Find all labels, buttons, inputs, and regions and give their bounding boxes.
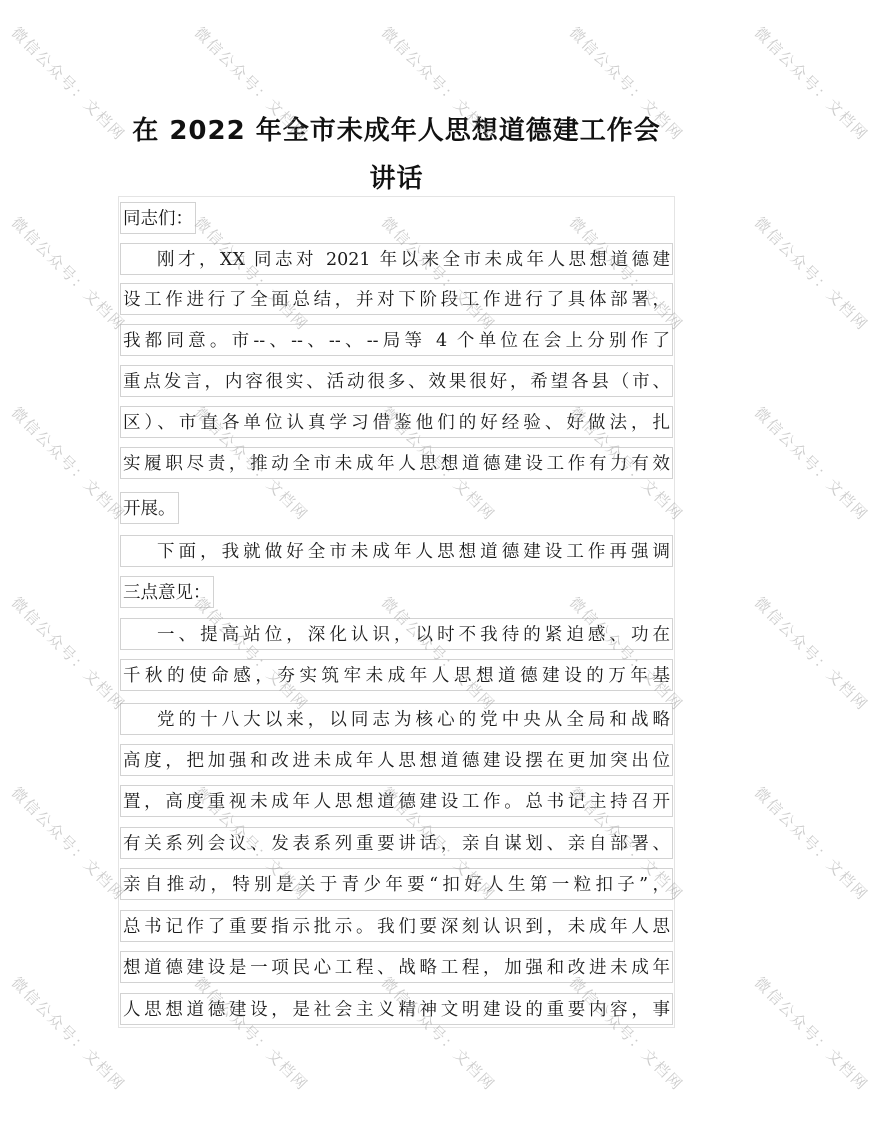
watermark: 微信公众号：文档网 xyxy=(565,213,687,335)
section-heading-line: 一、提高站位，深化认识，以时不我待的紧迫感、功在 xyxy=(120,618,673,650)
text-line: 区）、市直各单位认真学习借鉴他们的好经验、好做法，扎 xyxy=(120,406,673,438)
text-line: 下面，我就做好全市未成年人思想道德建设工作再强调 xyxy=(120,535,673,567)
watermark: 微信公众号：文档网 xyxy=(750,213,872,335)
watermark: 微信公众号：文档网 xyxy=(750,783,872,905)
watermark: 微信公众号：文档网 xyxy=(750,403,872,525)
text-line: 开展。 xyxy=(120,492,179,524)
watermark: 微信公众号：文档网 xyxy=(377,973,499,1095)
text-line: 三点意见： xyxy=(120,576,214,608)
watermark: 微信公众号：文档网 xyxy=(750,973,872,1095)
document-title: 在 2022 年全市未成年人思想道德建工作会 xyxy=(132,116,661,146)
text-line: 党的十八大以来，以同志为核心的党中央从全局和战略 xyxy=(120,703,673,735)
watermark: 微信公众号：文档网 xyxy=(377,213,499,335)
salutation-line: 同志们： xyxy=(120,202,196,234)
text-line: 我都同意。市--、--、--、--局等 4 个单位在会上分别作了 xyxy=(120,324,673,356)
watermark: 微信公众号：文档网 xyxy=(565,403,687,525)
watermark: 微信公众号：文档网 xyxy=(7,23,129,145)
text-line: 设工作进行了全面总结，并对下阶段工作进行了具体部署， xyxy=(120,283,673,315)
text-frame xyxy=(118,196,675,1028)
watermark: 微信公众号：文档网 xyxy=(7,213,129,335)
text-line: 刚才，XX 同志对 2021 年以来全市未成年人思想道德建 xyxy=(120,243,673,275)
section-heading-line: 千秋的使命感，夯实筑牢未成年人思想道德建设的万年基 xyxy=(120,659,673,691)
watermark: 微信公众号：文档网 xyxy=(565,23,687,145)
text-line: 人思想道德建设，是社会主义精神文明建设的重要内容，事 xyxy=(120,993,673,1025)
watermark: 微信公众号：文档网 xyxy=(190,213,312,335)
watermark: 微信公众号：文档网 xyxy=(7,593,129,715)
text-line: 实履职尽责，推动全市未成年人思想道德建设工作有力有效 xyxy=(120,447,673,479)
watermark: 微信公众号：文档网 xyxy=(377,23,499,145)
watermark: 微信公众号：文档网 xyxy=(190,23,312,145)
text-line: 亲自推动，特别是关于青少年要“扣好人生第一粒扣子”， xyxy=(120,868,673,900)
watermark: 微信公众号：文档网 xyxy=(750,23,872,145)
watermark: 微信公众号：文档网 xyxy=(190,973,312,1095)
watermark: 微信公众号：文档网 xyxy=(190,593,312,715)
watermark: 微信公众号：文档网 xyxy=(377,783,499,905)
watermark: 微信公众号：文档网 xyxy=(190,403,312,525)
text-line: 总书记作了重要指示批示。我们要深刻认识到，未成年人思 xyxy=(120,910,673,942)
watermark: 微信公众号：文档网 xyxy=(565,973,687,1095)
watermark: 微信公众号：文档网 xyxy=(377,593,499,715)
watermark: 微信公众号：文档网 xyxy=(377,403,499,525)
watermark: 微信公众号：文档网 xyxy=(750,593,872,715)
document-title-continued: 讲话 xyxy=(369,164,424,194)
text-line: 想道德建设是一项民心工程、战略工程，加强和改进未成年 xyxy=(120,951,673,983)
watermark: 微信公众号：文档网 xyxy=(7,783,129,905)
text-line: 高度，把加强和改进未成年人思想道德建设摆在更加突出位 xyxy=(120,744,673,776)
watermark: 微信公众号：文档网 xyxy=(190,783,312,905)
text-line: 有关系列会议、发表系列重要讲话，亲自谋划、亲自部署、 xyxy=(120,827,673,859)
watermark: 微信公众号：文档网 xyxy=(565,783,687,905)
watermark: 微信公众号：文档网 xyxy=(7,403,129,525)
text-line: 重点发言，内容很实、活动很多、效果很好，希望各县（市、 xyxy=(120,365,673,397)
watermark: 微信公众号：文档网 xyxy=(565,593,687,715)
text-line: 置，高度重视未成年人思想道德建设工作。总书记主持召开 xyxy=(120,785,673,817)
watermark: 微信公众号：文档网 xyxy=(7,973,129,1095)
